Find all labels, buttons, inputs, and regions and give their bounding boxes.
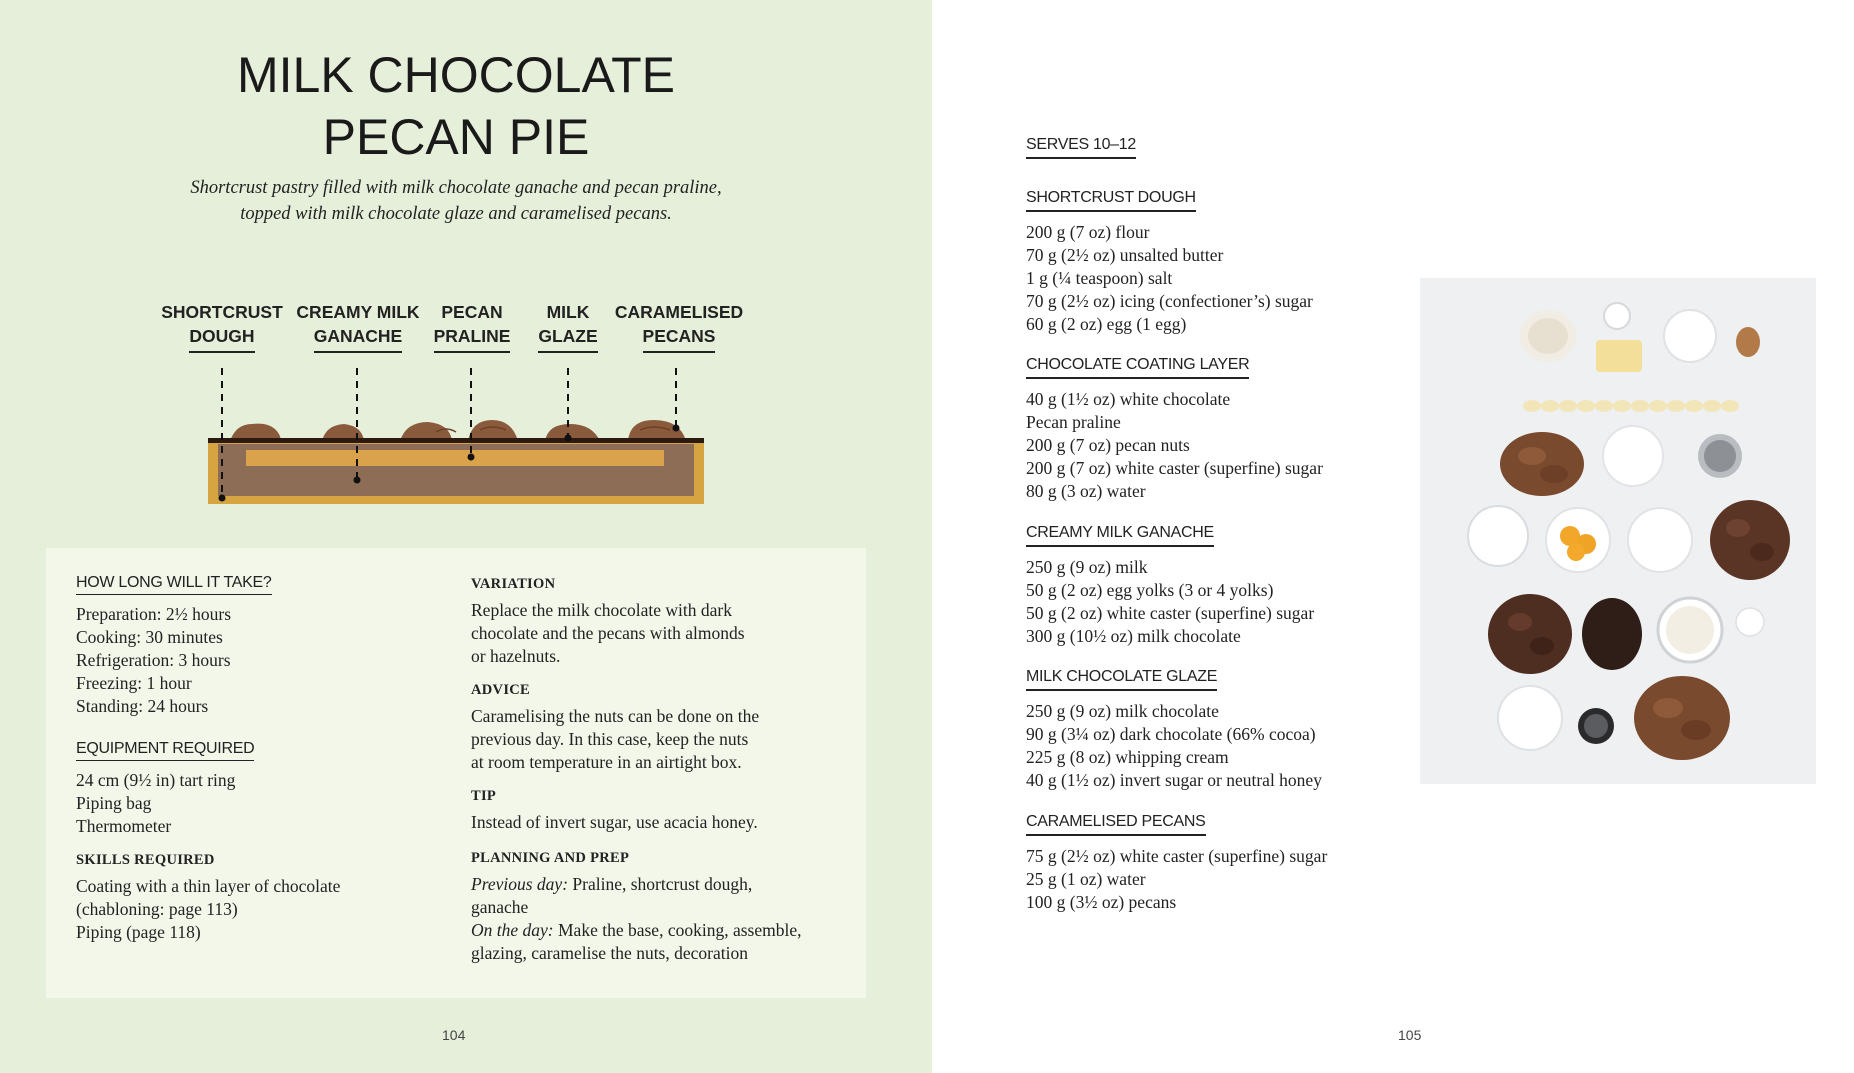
ingredient-line: Pecan praline [1026,412,1121,432]
ingredient-line: 225 g (8 oz) whipping cream [1026,747,1229,767]
ingredient-line: 40 g (1½ oz) white chocolate [1026,389,1231,409]
ingredient-section [1026,813,1327,914]
diagram-label-shortcrust-dough: SHORTCRUST DOUGH [160,300,284,353]
equipment-section [76,740,254,838]
serves-label-wrap [1026,136,1136,159]
ingredient-line: 300 g (10½ oz) milk chocolate [1026,626,1241,646]
advice-line: at room temperature in an airtight box. [471,752,742,772]
praline-layer [246,450,664,466]
skill-item: (chabloning: page 113) [76,899,238,919]
page-number-left: 104 [442,1027,466,1043]
pointer-dot [468,454,475,461]
ingredient-line: 200 g (7 oz) flour [1026,222,1150,242]
planning-line: Previous day: Praline, shortcrust dough, [471,874,753,894]
advice-heading: ADVICE [471,682,530,698]
ingredient-section [1026,356,1323,503]
section-heading: CHOCOLATE COATING LAYER [1026,356,1249,379]
section-heading: CARAMELISED PECANS [1026,813,1206,836]
pointer-dot [219,495,226,502]
ingredient-line: 50 g (2 oz) egg yolks (3 or 4 yolks) [1026,580,1274,600]
skill-item: Piping (page 118) [76,922,201,942]
planning-section [471,850,801,965]
time-item: Refrigeration: 3 hours [76,650,231,670]
recipe-info-box [46,548,866,998]
diagram-label-caramelised-pecans: CARAMELISED PECANS [612,300,746,353]
ingredient-line: 200 g (7 oz) white caster (superfine) sugar [1026,458,1323,478]
ingredient-line: 50 g (2 oz) white caster (superfine) sugar [1026,603,1315,623]
diagram-label-creamy-milk-ganache: CREAMY MILK GANACHE [292,300,424,353]
page-number-right: 105 [1398,1027,1422,1043]
ingredient-line: 1 g (¼ teaspoon) salt [1026,268,1173,288]
time-item: Preparation: 2½ hours [76,604,232,624]
equipment-heading: EQUIPMENT REQUIRED [76,740,254,761]
planning-line: glazing, caramelise the nuts, decoration [471,943,748,963]
planning-line: On the day: Make the base, cooking, assemble, [471,920,802,940]
variation-line: chocolate and the pecans with almonds [471,623,745,643]
variation-heading: VARIATION [471,576,556,592]
ingredient-line: 80 g (3 oz) water [1026,481,1146,501]
tip-section [471,788,758,834]
advice-line: Caramelising the nuts can be done on the [471,706,760,726]
pie-cross-section-diagram [0,0,932,520]
subtitle-line: Shortcrust pastry filled with milk chocolate ganache and pecan praline, [190,178,722,198]
on-the-day-label: On the day: [471,920,554,940]
ingredient-line: 25 g (1 oz) water [1026,869,1146,889]
planning-line: ganache [471,897,529,917]
ingredient-line: 250 g (9 oz) milk [1026,557,1148,577]
caramelised-pecans [230,420,686,441]
previous-day-label: Previous day: [471,874,569,894]
how-long-heading: HOW LONG WILL IT TAKE? [76,574,272,595]
variation-line: Replace the milk chocolate with dark [471,600,732,620]
equipment-item: Thermometer [76,816,172,836]
ingredient-line: 40 g (1½ oz) invert sugar or neutral honey [1026,770,1322,790]
equipment-item: 24 cm (9½ in) tart ring [76,770,236,790]
subtitle-line: topped with milk chocolate glaze and caramelised pecans. [240,204,672,224]
planning-heading: PLANNING AND PREP [471,850,630,866]
tip-heading: TIP [471,788,497,804]
time-item: Cooking: 30 minutes [76,627,223,647]
advice-section [471,682,759,774]
glaze-layer [208,438,704,443]
ingredient-line: 200 g (7 oz) pecan nuts [1026,435,1190,455]
equipment-item: Piping bag [76,793,152,813]
diagram-label-pecan-praline: PECAN PRALINE [428,300,516,353]
time-item: Freezing: 1 hour [76,673,192,693]
skills-heading: SKILLS REQUIRED [76,852,215,868]
variation-section [471,576,745,668]
ingredient-line: 70 g (2½ oz) unsalted butter [1026,245,1224,265]
ingredient-line: 75 g (2½ oz) white caster (superfine) sugar [1026,846,1328,866]
variation-line: or hazelnuts. [471,646,561,666]
diagram-label-milk-glaze: MILK GLAZE [530,300,606,353]
tip-line: Instead of invert sugar, use acacia honey. [471,812,758,832]
skills-section [76,852,340,944]
ingredient-line: 250 g (9 oz) milk chocolate [1026,701,1219,721]
ingredient-line: 100 g (3½ oz) pecans [1026,892,1177,912]
pointer-dot [354,477,361,484]
section-heading: MILK CHOCOLATE GLAZE [1026,668,1217,691]
ingredient-section [1026,524,1314,648]
ingredient-section [1026,189,1313,336]
ingredient-section [1026,668,1322,792]
ingredient-line: 90 g (3¼ oz) dark chocolate (66% cocoa) [1026,724,1316,744]
section-heading: SHORTCRUST DOUGH [1026,189,1196,212]
serves-label: SERVES 10–12 [1026,136,1136,159]
pointer-dot [673,425,680,432]
pointer-dot [565,435,572,442]
skill-item: Coating with a thin layer of chocolate [76,876,341,896]
time-item: Standing: 24 hours [76,696,209,716]
section-heading: CREAMY MILK GANACHE [1026,524,1214,547]
how-long-section [76,574,272,718]
advice-line: previous day. In this case, keep the nuts [471,729,749,749]
ingredient-line: 60 g (2 oz) egg (1 egg) [1026,314,1187,334]
ingredient-line: 70 g (2½ oz) icing (confectioner’s) sugar [1026,291,1313,311]
title-line: PECAN PIE [322,109,590,165]
title-line: MILK CHOCOLATE [236,47,676,103]
ingredients-photo [1420,278,1816,784]
